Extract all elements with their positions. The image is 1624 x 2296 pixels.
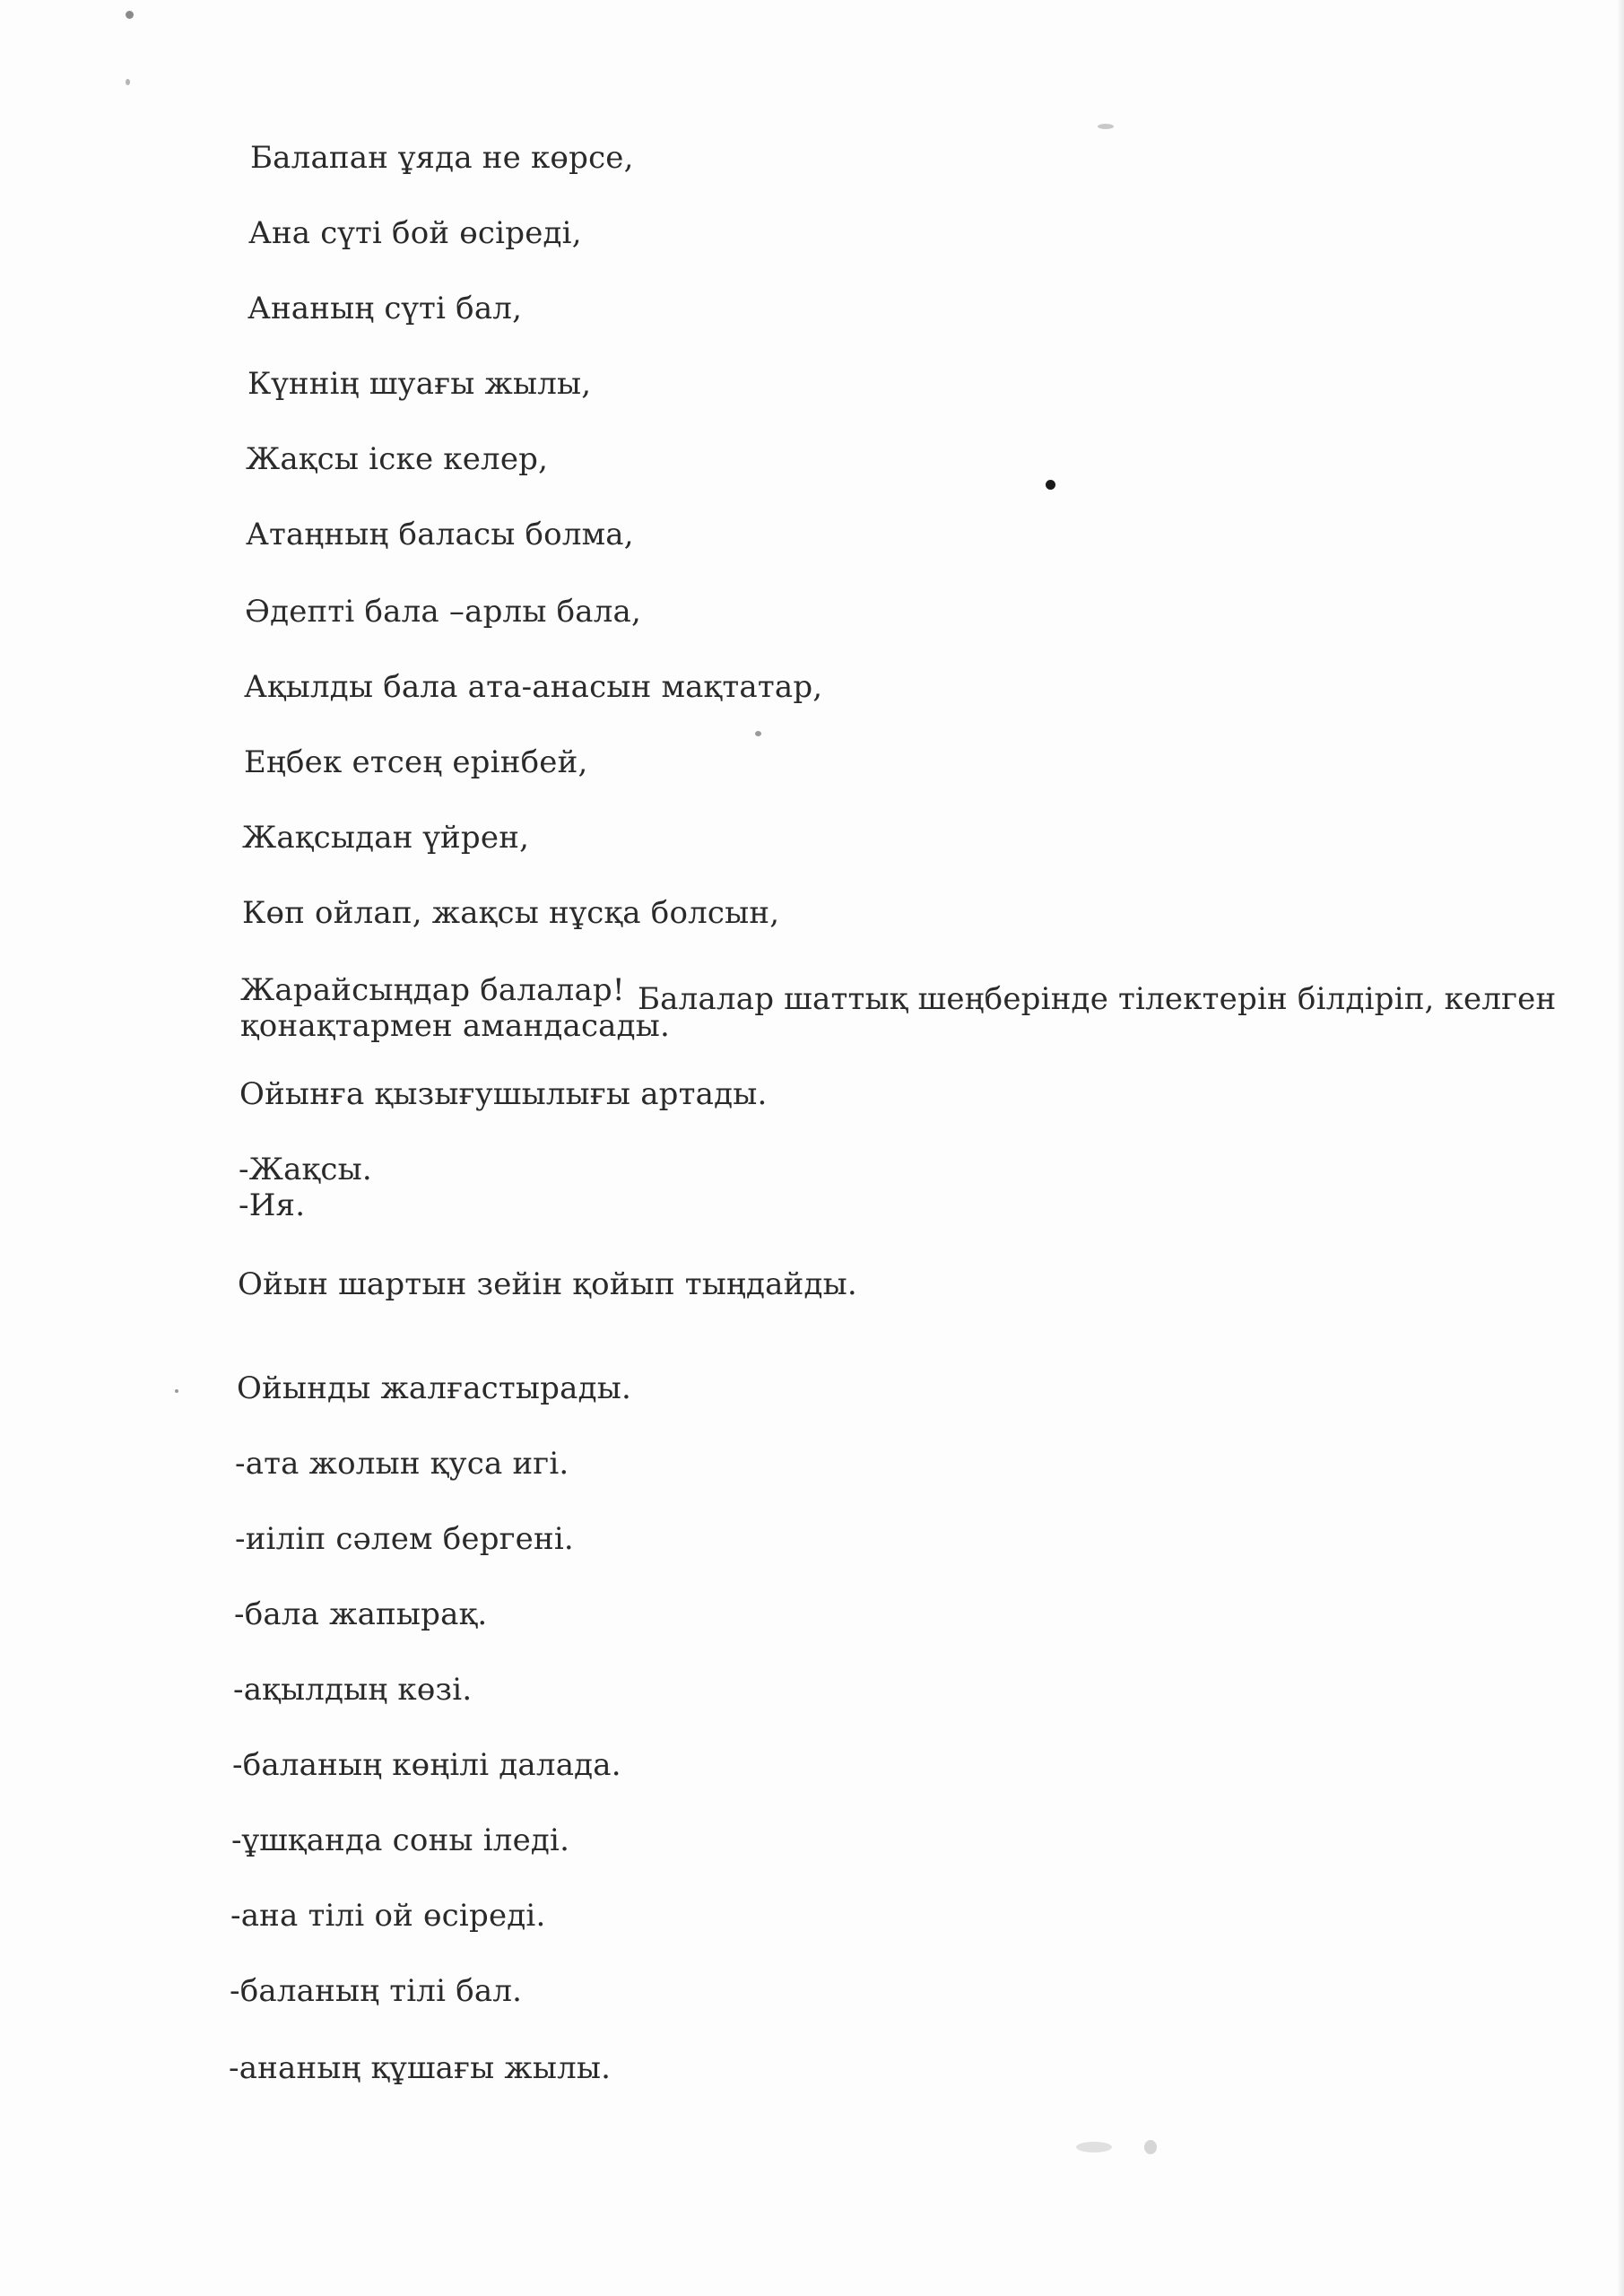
text-line: -ана тілі ой өсіреді.	[230, 1898, 546, 1934]
scan-edge-shadow	[1617, 0, 1624, 2296]
ink-dot-mark	[1046, 480, 1055, 490]
text-line: -ананың құшағы жылы.	[229, 2050, 612, 2086]
scan-speck	[755, 731, 761, 736]
text-line: Ойынды жалғастырады.	[237, 1370, 632, 1406]
text-line: Ойынға қызығушылығы артады.	[239, 1076, 768, 1112]
text-line: -баланың тілі бал.	[230, 1973, 523, 2009]
scan-speck	[1098, 124, 1114, 129]
text-line: Балапан ұяда не көрсе,	[250, 140, 634, 176]
text-line: Жақсы іске келер,	[246, 441, 549, 477]
text-line: -ұшқанда соны іледі.	[231, 1822, 570, 1858]
scan-speck	[1144, 2140, 1157, 2154]
text-line: Ойын шартын зейін қойып тыңдайды.	[238, 1266, 857, 1302]
scan-speck	[126, 11, 134, 19]
text-line: Ақылды бала ата-анасын мақтатар,	[244, 669, 823, 705]
text-line: қонақтармен амандасады.	[240, 1008, 671, 1044]
text-line: -бала жапырақ.	[234, 1596, 488, 1632]
text-line: -ақылдың көзі.	[233, 1672, 473, 1708]
text-line: Еңбек етсең ерінбей,	[244, 744, 588, 780]
text-line: Күннің шуағы жылы,	[248, 366, 592, 402]
scan-speck	[175, 1389, 178, 1393]
scan-speck	[1076, 2142, 1112, 2152]
scan-speck	[126, 79, 130, 85]
text-line: -баланың көңілі далада.	[232, 1747, 621, 1783]
text-line: Ана сүті бой өсіреді,	[248, 215, 582, 251]
text-line: Әдепті бала –арлы бала,	[245, 594, 642, 630]
text-line: Атаңның баласы болма,	[246, 517, 634, 552]
text-line: Балалар шаттық шеңберінде тілектерін білдіріп, келген	[638, 981, 1557, 1017]
text-line: -иіліп сәлем бергені.	[235, 1521, 574, 1557]
text-line: -Ия.	[239, 1187, 306, 1223]
text-line: Жақсыдан үйрен,	[242, 820, 530, 856]
text-line: -ата жолын қуса игі.	[235, 1446, 569, 1482]
text-line: Көп ойлап, жақсы нұсқа болсын,	[242, 895, 780, 931]
text-line: Ананың сүті бал,	[248, 291, 523, 326]
text-line: -Жақсы.	[239, 1152, 372, 1187]
text-line: Жарайсыңдар балалар!	[240, 972, 625, 1008]
